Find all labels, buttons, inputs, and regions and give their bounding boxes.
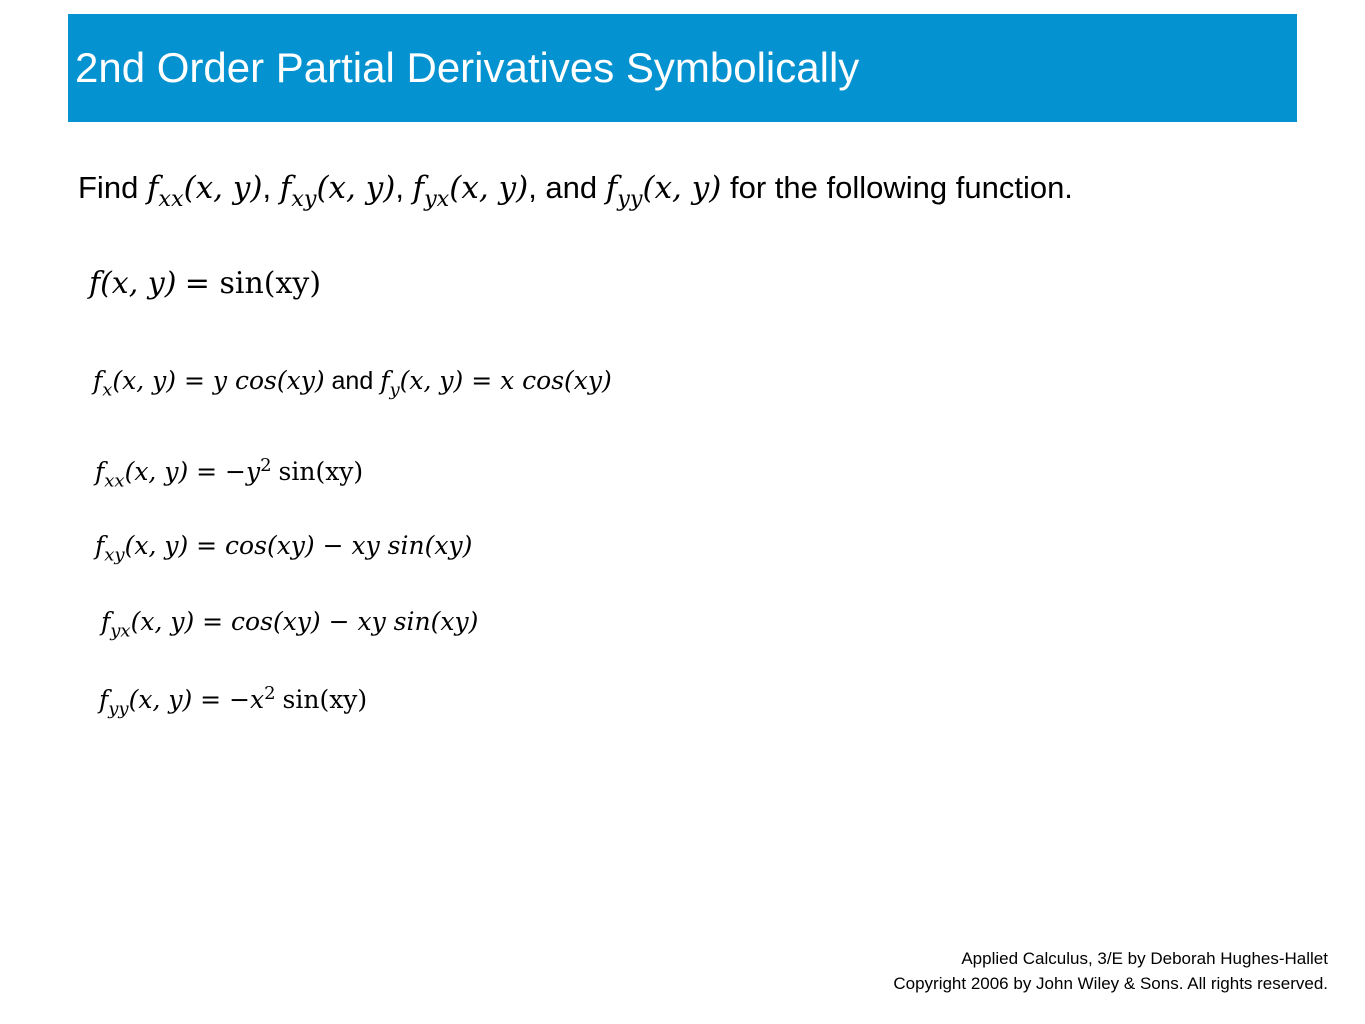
prompt-line: Find $f_{xx}(x$, y), $f_{xy}(x$, y), $f_{yx}(x$, y), and $f_{yy}(x$, y) for the following function. xyxy=(78,170,1073,212)
copyright-footer xyxy=(893,946,1328,996)
fyy-equation: $f_{yy}(x$, $y) = -x^2$ sin(xy) xyxy=(99,683,368,720)
first-order-partials: $f_x(x$, y) = y cos(xy) and $f_y(x$, y) = x cos(xy) xyxy=(93,366,612,401)
given-function: f(x, y) = sin(xy) xyxy=(89,266,322,301)
slide-title: 2nd Order Partial Derivatives Symbolically xyxy=(75,44,860,91)
title-bar xyxy=(68,14,1297,122)
fyx-equation: $f_{yx}(x$, y) = cos(xy) − xy sin(xy) xyxy=(101,607,479,642)
prompt-find: Find xyxy=(78,170,139,205)
prompt-rest: for the following function. xyxy=(730,170,1073,205)
footer-book: Applied Calculus, 3/E by Deborah Hughes-Hallet xyxy=(961,949,1328,968)
fxx-equation: $f_{xx}(x$, $y) = -y^2$ sin(xy) xyxy=(95,455,364,492)
footer-copyright: Copyright 2006 by John Wiley & Sons. All rights reserved. xyxy=(893,974,1328,993)
fxy-equation: $f_{xy}(x$, y) = cos(xy) − xy sin(xy) xyxy=(95,531,473,566)
